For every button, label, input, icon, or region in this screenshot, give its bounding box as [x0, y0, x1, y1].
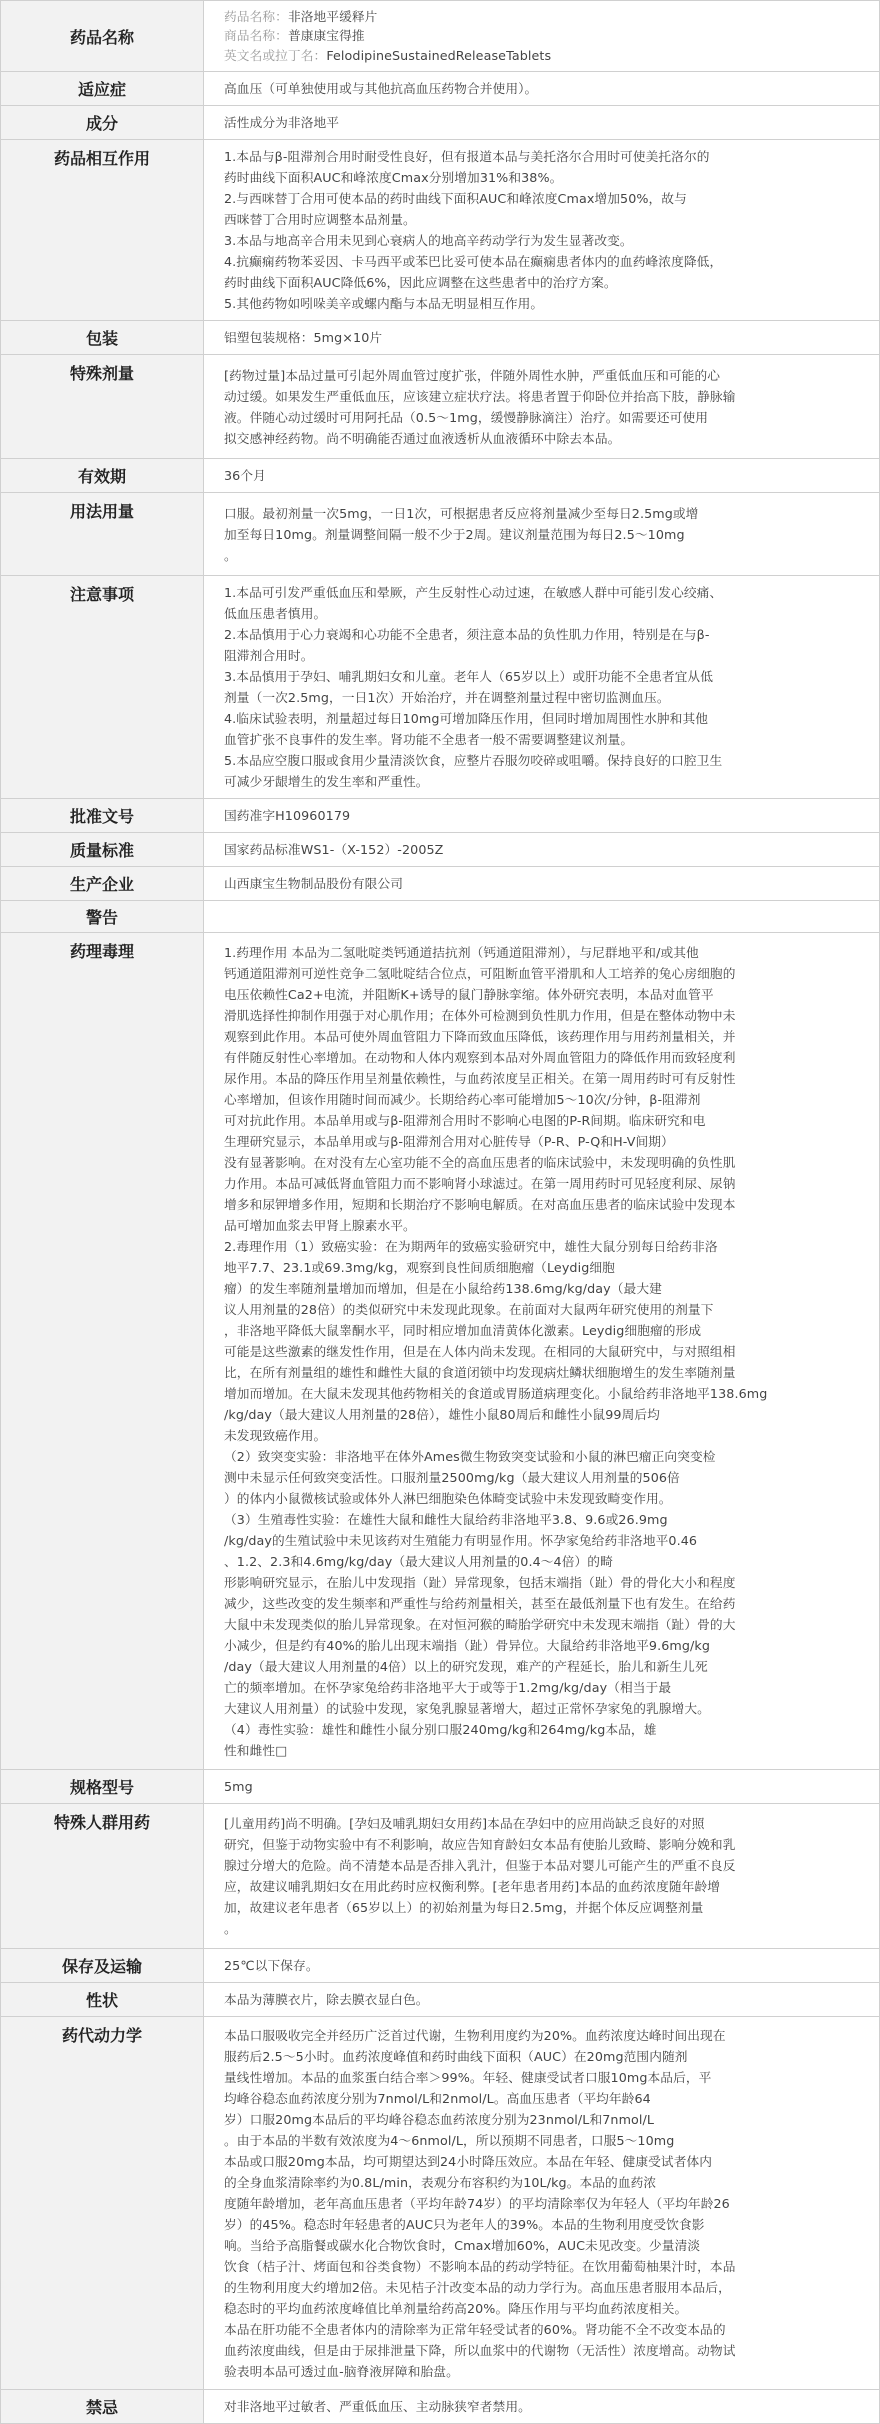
text-line: ，非洛地平降低大鼠睾酮水平，同时相应增加血清黄体化激素。Leydig细胞瘤的形成: [224, 1322, 702, 1338]
text-line: 形影响研究显示，在胎儿中发现指（趾）异常现象，包括末端指（趾）骨的骨化大小和程度: [224, 1574, 736, 1590]
text-line: 1.本品与β-阻滞剂合用时耐受性良好，但有报道本品与美托洛尔合用时可使美托洛尔的: [224, 149, 710, 165]
text-line: 5.本品应空腹口服或食用少量清淡饮食，应整片吞服勿咬碎或咀嚼。保持良好的口腔卫生: [224, 753, 723, 769]
label-name: 药品名称: [1, 1, 204, 72]
row-manufacturer: [1, 867, 880, 901]
value-overdose: [204, 355, 880, 459]
text-line: 没有显著影响。在对没有左心室功能不全的高血压患者的临床试验中，未发现明确的负性肌: [224, 1154, 736, 1170]
label-package: 包装: [1, 321, 204, 355]
text-line: 测中未显示任何致突变活性。口服剂量2500mg/kg（最大建议人用剂量的506倍: [224, 1469, 680, 1485]
text-line: 药时曲线下面积AUC和峰浓度Cmax分别增加31%和38%。: [224, 170, 563, 186]
text-line: 岁）的45%。稳态时年轻患者的AUC只为老年人的39%。本品的生物利用度受饮食影: [224, 2216, 705, 2232]
text-line: 4.临床试验表明，剂量超过每日10mg可增加降压作用，但同时增加周围性水肿和其他: [224, 711, 709, 727]
text-line: 验表明本品可透过血-脑脊液屏障和胎盘。: [224, 2363, 459, 2379]
text-line: 增多和尿钾增多作用，短期和长期治疗不影响电解质。在对高血压患者的临床试验中发现本: [224, 1196, 736, 1212]
value-validity: 36个月: [204, 459, 880, 493]
text-line: 血药浓度曲线，但是由于尿排泄量下降，所以血浆中的代谢物（无活性）浓度增高。动物试: [224, 2342, 736, 2358]
text-line: 饮食（桔子汁、烤面包和谷类食物）不影响本品的药动学特征。在饮用葡萄柚果汁时，本品: [224, 2258, 736, 2274]
text-line: 亡的频率增加。在怀孕家兔给药非洛地平大于或等于1.2mg/kg/day（相当于最: [224, 1679, 672, 1695]
text-line: 剂量（一次2.5mg，一日1次）开始治疗，并在调整剂量过程中密切监测血压。: [224, 690, 670, 706]
text-line: 大鼠中未发现类似的胎儿异常现象。在对恒河猴的畸胎学研究中未发现末端指（趾）骨的大: [224, 1616, 736, 1632]
label-ingredient: 成分: [1, 106, 204, 140]
text-line: 本品口服吸收完全并经历广泛首过代谢，生物利用度约为20%。血药浓度达峰时间出现在: [224, 2027, 726, 2043]
value-warning: [204, 901, 880, 933]
text-line: 2.与西咪替丁合用可使本品的药时曲线下面积AUC和峰浓度Cmax增加50%，故与: [224, 191, 687, 207]
row-pharmacokinetics: [1, 2017, 880, 2390]
text-line: 液。伴随心动过缓时可用阿托品（0.5～1mg，缓慢静脉滴注）治疗。如需要还可使用: [224, 409, 709, 425]
label-pharmacology: 药理毒理: [1, 933, 204, 1770]
text-line: 1.药理作用 本品为二氢吡啶类钙通道拮抗剂（钙通道阻滞剂），与尼群地平和/或其他: [224, 944, 699, 960]
row-appearance: [1, 1983, 880, 2017]
row-validity: [1, 459, 880, 493]
text-line: 响。当给予高脂餐或碳水化合物饮食时，Cmax增加60%，AUC未见改变。少量清淡: [224, 2237, 701, 2253]
value-dosage: [204, 493, 880, 576]
label-pharmacokinetics: 药代动力学: [1, 2017, 204, 2390]
row-pharmacology: [1, 933, 880, 1770]
value-contraindication: 对非洛地平过敏者、严重低血压、主动脉狭窄者禁用。: [204, 2390, 880, 2424]
text-line: 加至每日10mg。剂量调整间隔一般不少于2周。建议剂量范围为每日2.5～10mg: [224, 526, 685, 542]
row-warning: [1, 901, 880, 933]
text-line: 。由于本品的半数有效浓度为4～6nmol/L，所以预期不同患者，口服5～10mg: [224, 2132, 675, 2148]
label-special-groups: 特殊人群用药: [1, 1804, 204, 1949]
value-storage: 25℃以下保存。: [204, 1949, 880, 1983]
text-line: 血管扩张不良事件的发生率。肾功能不全患者一般不需要调整建议剂量。: [224, 732, 634, 748]
text-line: 生理研究显示，本品单用或与β-阻滞剂合用对心脏传导（P-R、P-Q和H-V间期）: [224, 1133, 674, 1149]
text-line: 本品在肝功能不全患者体内的清除率为正常年轻受试者的60%。肾功能不全不改变本品的: [224, 2321, 726, 2337]
text-line: 的全身血浆清除率约为0.8L/min，表观分布容积约为10L/kg。本品的血药浓: [224, 2174, 657, 2190]
text-line: 拟交感神经药物。尚不明确能否通过血液透析从血液循环中除去本品。: [224, 430, 621, 446]
text-line: （3）生殖毒性实验：在雄性大鼠和雌性大鼠给药非洛地平3.8、9.6或26.9mg: [224, 1511, 668, 1527]
value-manufacturer: 山西康宝生物制品股份有限公司: [204, 867, 880, 901]
text-line: 量线性增加。本品的血浆蛋白结合率＞99%。年轻、健康受试者口服10mg本品后，平: [224, 2069, 712, 2085]
value-pharmacokinetics: [204, 2017, 880, 2390]
text-line: 力作用。本品可减低肾血管阻力而不影响肾小球滤过。在第一周用药时可见轻度利尿、尿钠: [224, 1175, 736, 1191]
text-line: 可对抗此作用。本品单用或与β-阻滞剂合用时不影响心电图的P-R间期。临床研究和电: [224, 1112, 706, 1128]
text-line: /kg/day的生殖试验中未见该药对生殖能力有明显作用。怀孕家兔给药非洛地平0.46: [224, 1532, 698, 1548]
label-approval: 批准文号: [1, 799, 204, 833]
text-line: 稳态时的平均血药浓度峰值比单剂量给药高20%。降压作用与平均血药浓度相关。: [224, 2300, 688, 2316]
value-cautions: [204, 576, 880, 799]
row-storage: [1, 1949, 880, 1983]
text-line: 大建议人用剂量）的试验中发现，家兔乳腺显著增大，超过正常怀孕家兔的乳腺增大。: [224, 1700, 710, 1716]
english-name-line: [224, 46, 867, 65]
text-line: 可减少牙龈增生的发生率和严重性。: [224, 774, 429, 790]
label-storage: 保存及运输: [1, 1949, 204, 1983]
row-contraindication: [1, 2390, 880, 2424]
row-ingredient: [1, 106, 880, 140]
generic-name-line: [224, 7, 867, 26]
value-standard: 国家药品标准WS1-（X-152）-2005Z: [204, 833, 880, 867]
text-line: 1.本品可引发严重低血压和晕厥，产生反射性心动过速，在敏感人群中可能引发心绞痛、: [224, 585, 723, 601]
text-line: 品可增加血浆去甲肾上腺素水平。: [224, 1217, 416, 1233]
value-special-groups: [204, 1804, 880, 1949]
row-package: [1, 321, 880, 355]
text-line: 有伴随反射性心率增加。在动物和人体内观察到本品对外周血管阻力的降低作用而致轻度利: [224, 1049, 736, 1065]
text-line: 小减少，但是约有40%的胎儿出现末端指（趾）骨异位。大鼠给药非洛地平9.6mg/kg: [224, 1637, 710, 1653]
text-line: 可能是这些激素的继发性作用，但是在人体内尚未发现。在相同的大鼠研究中，与对照组相: [224, 1343, 736, 1359]
row-indication: [1, 72, 880, 106]
text-line: 研究，但鉴于动物实验中有不利影响，故应告知育龄妇女本品有使胎儿致畸、影响分娩和乳: [224, 1837, 736, 1853]
text-line: 观察到此作用。本品可使外周血管阻力下降而致血压降低，该药理作用与用药剂量相关，并: [224, 1028, 736, 1044]
generic-name-key: 药品名称：: [224, 9, 288, 24]
row-spec: [1, 1770, 880, 1804]
text-line: 瘤）的发生率随剂量增加而增加，但是在小鼠给药138.6mg/kg/day（最大建: [224, 1280, 662, 1296]
english-name-key: 英文名或拉丁名：: [224, 47, 327, 63]
label-appearance: 性状: [1, 1983, 204, 2017]
text-line: 低血压患者慎用。: [224, 606, 327, 622]
row-name: [1, 1, 880, 72]
label-spec: 规格型号: [1, 1770, 204, 1804]
row-special-groups: [1, 1804, 880, 1949]
text-line: 比，在所有剂量组的雄性和雌性大鼠的食道闭锁中均发现病灶鳞状细胞增生的发生率随剂量: [224, 1364, 736, 1380]
text-line: 增加而增加。在大鼠未发现其他药物相关的食道或胃肠道病理变化。小鼠给药非洛地平138.6mg: [224, 1385, 768, 1401]
label-dosage: 用法用量: [1, 493, 204, 576]
text-line: 心率增加，但该作用随时间而减少。长期给药心率可能增加5～10次/分钟，β-阻滞剂: [224, 1091, 701, 1107]
label-contraindication: 禁忌: [1, 2390, 204, 2424]
text-line: [药物过量]本品过量可引起外周血管过度扩张，伴随外周性水肿，严重低血压和可能的心: [224, 367, 721, 383]
value-ingredient: 活性成分为非洛地平: [204, 106, 880, 140]
trade-name-line: [224, 26, 867, 45]
text-line: 的生物利用度大约增加2倍。未见桔子汁改变本品的动力学行为。高血压患者服用本品后，: [224, 2279, 731, 2295]
label-standard: 质量标准: [1, 833, 204, 867]
text-line: 均峰谷稳态血药浓度分别为7nmol/L和2nmol/L。高血压患者（平均年龄64: [224, 2090, 651, 2106]
text-line: 加，故建议老年患者（65岁以上）的初始剂量为每日2.5mg，并据个体反应调整剂量: [224, 1900, 704, 1916]
text-line: ）的体内小鼠微核试验或体外人淋巴细胞染色体畸变试验中未发现致畸变作用。: [224, 1490, 672, 1506]
text-line: 度随年龄增加，老年高血压患者（平均年龄74岁）的平均清除率仅为年轻人（平均年龄26: [224, 2195, 730, 2211]
row-approval: [1, 799, 880, 833]
row-overdose: [1, 355, 880, 459]
text-line: 应，故建议哺乳期妇女在用此药时应权衡利弊。[老年患者用药]本品的血药浓度随年龄增: [224, 1879, 721, 1895]
text-line: /kg/day（最大建议人用剂量的28倍），雄性小鼠80周后和雌性小鼠99周后均: [224, 1406, 660, 1422]
text-line: 地平7.7、23.1或69.3mg/kg，观察到良性间质细胞瘤（Leydig细胞: [224, 1259, 615, 1275]
text-line: 未发现致癌作用。: [224, 1427, 327, 1443]
label-manufacturer: 生产企业: [1, 867, 204, 901]
row-interaction: [1, 140, 880, 321]
text-line: 2.毒理作用（1）致癌实验：在为期两年的致癌实验研究中，雄性大鼠分别每日给药非洛: [224, 1238, 718, 1254]
generic-name-value: 非洛地平缓释片: [287, 9, 378, 24]
text-line: 、1.2、2.3和4.6mg/kg/day（最大建议人用剂量的0.4～4倍）的畸: [224, 1553, 613, 1569]
value-name: [204, 1, 880, 72]
text-line: 性和雌性□: [224, 1742, 288, 1758]
row-cautions: [1, 576, 880, 799]
text-line: （4）毒性实验：雄性和雌性小鼠分别口服240mg/kg和264mg/kg本品，雄: [224, 1721, 657, 1737]
text-line: 阻滞剂合用时。: [224, 648, 314, 664]
english-name-value: FelodipineSustainedReleaseTablets: [326, 47, 552, 63]
label-validity: 有效期: [1, 459, 204, 493]
value-approval: 国药准字H10960179: [204, 799, 880, 833]
text-line: 本品或口服20mg本品，均可期望达到24小时降压效应。本品在年轻、健康受试者体内: [224, 2153, 713, 2169]
text-line: 3.本品慎用于孕妇、哺乳期妇女和儿童。老年人（65岁以上）或肝功能不全患者宜从低: [224, 669, 713, 685]
value-pharmacology: [204, 933, 880, 1770]
label-interaction: 药品相互作用: [1, 140, 204, 321]
text-line: 西咪替丁合用时应调整本品剂量。: [224, 212, 416, 228]
text-line: 减少，这些改变的发生频率和严重性与给药剂量相关，甚至在最低剂量下也有发生。在给药: [224, 1595, 736, 1611]
text-line: 动过缓。如果发生严重低血压，应该建立症状疗法。将患者置于仰卧位并抬高下肢，静脉输: [224, 388, 736, 404]
text-line: 岁）口服20mg本品后的平均峰谷稳态血药浓度分别为23nmol/L和7nmol/L: [224, 2111, 655, 2127]
value-interaction: [204, 140, 880, 321]
label-cautions: 注意事项: [1, 576, 204, 799]
row-dosage: [1, 493, 880, 576]
text-line: 钙通道阻滞剂可逆性竞争二氢吡啶结合位点，可阻断血管平滑肌和人工培养的兔心房细胞的: [224, 965, 736, 981]
text-line: 。: [224, 1921, 237, 1937]
text-line: 5.其他药物如吲哚美辛或螺内酯与本品无明显相互作用。: [224, 296, 544, 312]
row-standard: [1, 833, 880, 867]
label-indication: 适应症: [1, 72, 204, 106]
value-package: 铝塑包装规格：5mg×10片: [204, 321, 880, 355]
trade-name-key: 商品名称：: [224, 28, 288, 44]
text-line: 滑肌选择性抑制作用强于对心肌作用；在体外可检测到负性肌力作用，但是在整体动物中未: [224, 1007, 736, 1023]
text-line: 尿作用。本品的降压作用呈剂量依赖性，与血药浓度呈正相关。在第一周用药时可有反射性: [224, 1070, 736, 1086]
label-warning: 警告: [1, 901, 204, 933]
text-line: 议人用剂量的28倍）的类似研究中未发现此现象。在前面对大鼠两年研究使用的剂量下: [224, 1301, 714, 1317]
text-line: （2）致突变实验：非洛地平在体外Ames微生物致突变试验和小鼠的淋巴瘤正向突变检: [224, 1448, 716, 1464]
label-overdose: 特殊剂量: [1, 355, 204, 459]
value-spec: 5mg: [204, 1770, 880, 1804]
text-line: 服药后2.5～5小时。血药浓度峰值和药时曲线下面积（AUC）在20mg范围内随剂: [224, 2048, 688, 2064]
text-line: [儿童用药]尚不明确。[孕妇及哺乳期妇女用药]本品在孕妇中的应用尚缺乏良好的对照: [224, 1816, 705, 1832]
text-line: 3.本品与地高辛合用未见到心衰病人的地高辛药动学行为发生显著改变。: [224, 233, 633, 249]
text-line: 电压依赖性Ca2+电流，并阻断K+诱导的鼠门静脉挛缩。体外研究表明，本品对血管平: [224, 986, 714, 1002]
text-line: 2.本品慎用于心力衰竭和心功能不全患者，须注意本品的负性肌力作用，特别是在与β-: [224, 627, 710, 643]
trade-name-value: 普康康宝得推: [287, 28, 365, 44]
text-line: 口服。最初剂量一次5mg，一日1次，可根据患者反应将剂量减少至每日2.5mg或增: [224, 505, 699, 521]
text-line: /day（最大建议人用剂量的4倍）以上的研究发现，难产的产程延长，胎儿和新生儿死: [224, 1658, 708, 1674]
text-line: 药时曲线下面积AUC降低6%，因此应调整在这些患者中的治疗方案。: [224, 275, 617, 291]
text-line: 。: [224, 547, 237, 563]
value-indication: 高血压（可单独使用或与其他抗高血压药物合并使用）。: [204, 72, 880, 106]
text-line: 腺过分增大的危险。尚不清楚本品是否排入乳汁，但鉴于本品对婴儿可能产生的严重不良反: [224, 1858, 736, 1874]
text-line: 4.抗癫痫药物苯妥因、卡马西平或苯巴比妥可使本品在癫痫患者体内的血药峰浓度降低，: [224, 254, 723, 270]
value-appearance: 本品为薄膜衣片，除去膜衣显白色。: [204, 1983, 880, 2017]
